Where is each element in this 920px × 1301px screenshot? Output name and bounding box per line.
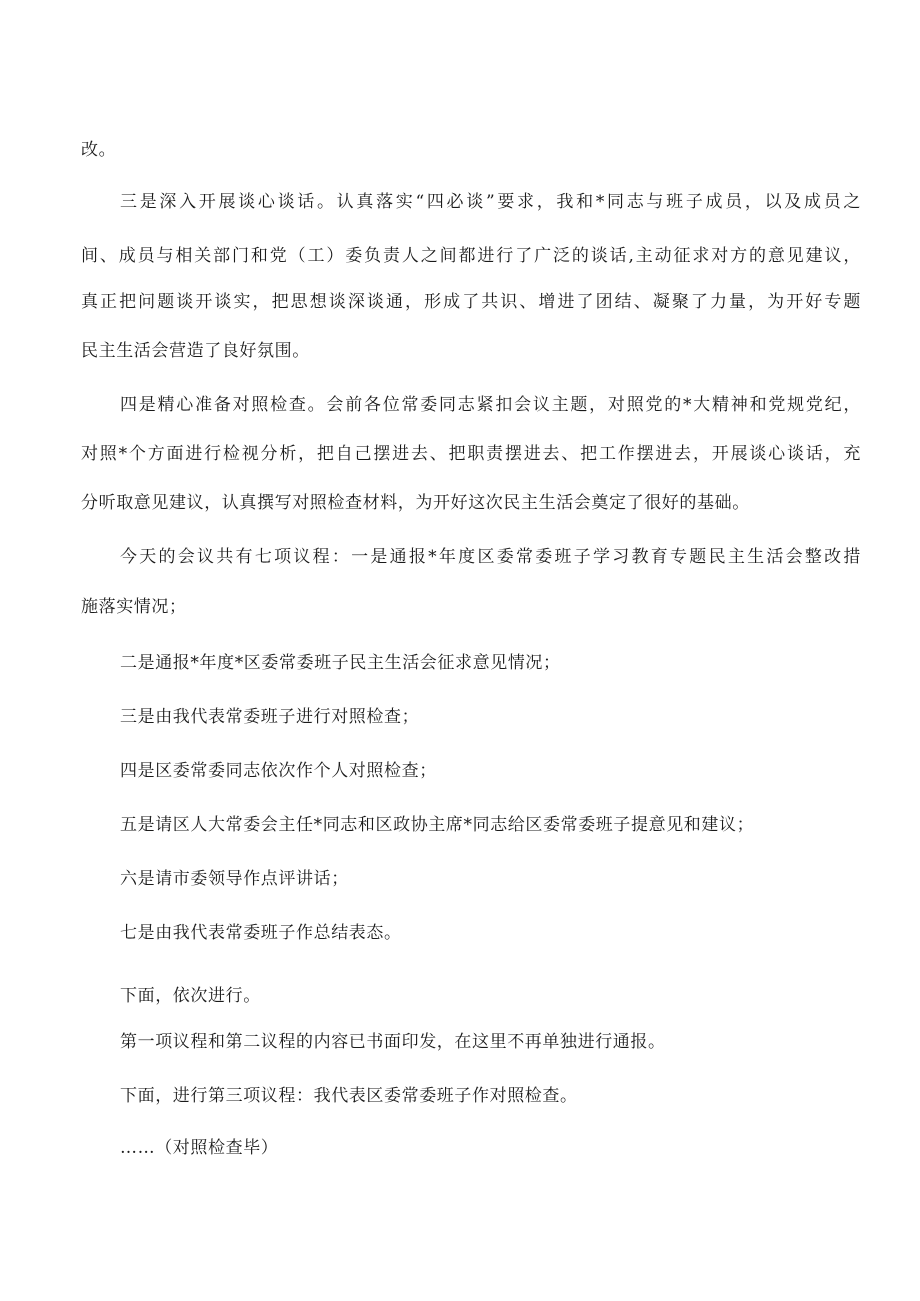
paragraph-line: 下面，进行第三项议程：我代表区委常委班子作对照检查。 xyxy=(120,1086,578,1106)
paragraph-line: 施落实情况； xyxy=(81,597,187,617)
paragraph-line: 对照*个方面进行检视分析，把自己摆进去、把职责摆进去、把工作摆进去，开展谈心谈话，充 xyxy=(81,444,861,464)
agenda-item: 二是通报*年度*区委常委班子民主生活会征求意见情况； xyxy=(120,653,561,673)
paragraph-line: 第一项议程和第二议程的内容已书面印发，在这里不再单独进行通报。 xyxy=(120,1032,666,1052)
agenda-item: 四是区委常委同志依次作个人对照检查； xyxy=(120,761,437,781)
agenda-item: 三是由我代表常委班子进行对照检查； xyxy=(120,707,420,727)
paragraph-line: 民主生活会营造了良好氛围。 xyxy=(81,341,310,361)
agenda-item: 六是请市委领导作点评讲话； xyxy=(120,869,349,889)
paragraph-line: 四是精心准备对照检查。会前各位常委同志紧扣会议主题，对照党的*大精神和党规党纪， xyxy=(120,395,861,415)
agenda-item: 五是请区人大常委会主任*同志和区政协主席*同志给区委常委班子提意见和建议； xyxy=(120,815,755,835)
paragraph-line: 今天的会议共有七项议程：一是通报*年度区委常委班子学习教育专题民主生活会整改措 xyxy=(120,547,861,567)
paragraph-line: 下面，依次进行。 xyxy=(120,986,261,1006)
paragraph-line: 改。 xyxy=(81,140,117,160)
agenda-item: 七是由我代表常委班子作总结表态。 xyxy=(120,923,402,943)
paragraph-line: 分听取意见建议，认真撰写对照检查材料，为开好这次民主生活会奠定了很好的基础。 xyxy=(81,493,750,513)
paragraph-line: ……（对照检查毕） xyxy=(120,1138,279,1158)
paragraph-line: 真正把问题谈开谈实，把思想谈深谈通，形成了共识、增进了团结、凝聚了力量，为开好专题 xyxy=(81,292,861,312)
paragraph-line: 三是深入开展谈心谈话。认真落实“四必谈”要求，我和*同志与班子成员，以及成员之 xyxy=(120,192,861,212)
paragraph-line: 间、成员与相关部门和党（工）委负责人之间都进行了广泛的谈话,主动征求对方的意见建议， xyxy=(81,246,861,266)
